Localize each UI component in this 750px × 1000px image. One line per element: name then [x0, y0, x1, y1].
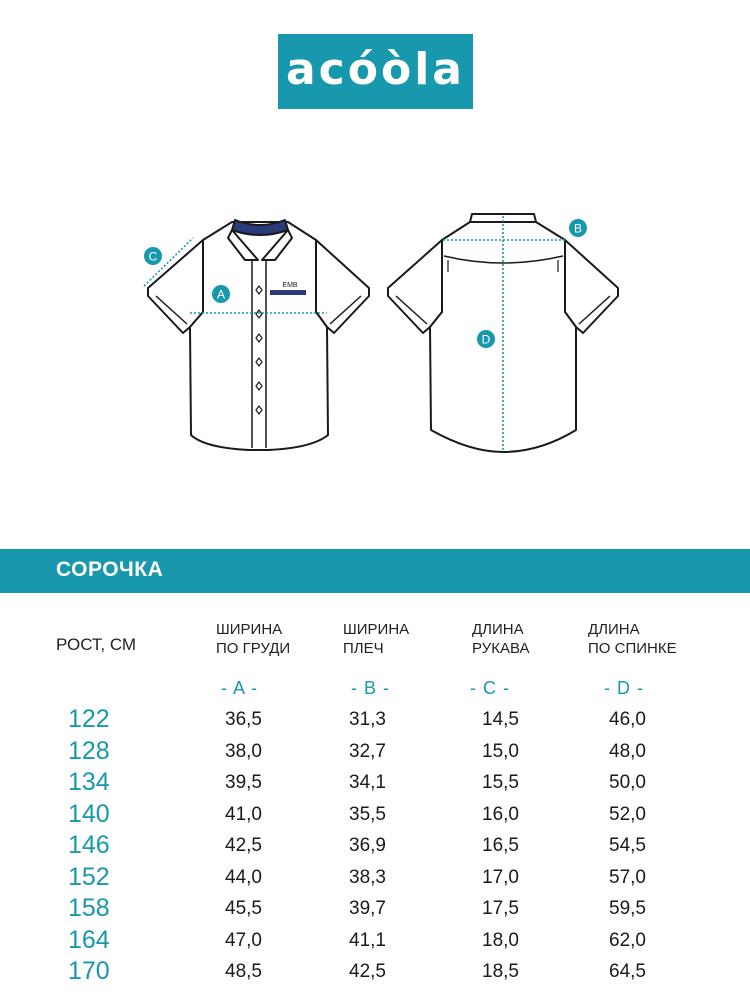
shoulder-width-value: 34,1 — [349, 772, 386, 793]
column-code-d: - D - — [604, 678, 644, 698]
back-length-value: 57,0 — [609, 867, 646, 888]
back-length-value: 59,5 — [609, 898, 646, 919]
product-title-banner — [0, 549, 750, 593]
column-header-b — [343, 620, 409, 658]
shoulder-width-value: 41,1 — [349, 930, 386, 951]
emb-label: EMB — [282, 282, 298, 289]
table-row — [0, 926, 750, 958]
height-value: 128 — [68, 737, 110, 765]
height-value: 134 — [68, 768, 110, 796]
sleeve-length-value: 15,0 — [482, 741, 519, 762]
marker-a — [212, 285, 230, 303]
marker-a-label: A — [216, 287, 226, 302]
shoulder-width-value: 39,7 — [349, 898, 386, 919]
back-length-value: 50,0 — [609, 772, 646, 793]
table-row — [0, 705, 750, 737]
column-header-c — [472, 620, 529, 658]
height-value: 170 — [68, 957, 110, 985]
column-header-b-line1: ШИРИНА — [343, 621, 410, 638]
shoulder-width-value: 35,5 — [349, 804, 386, 825]
marker-d — [477, 330, 495, 348]
chest-width-value: 48,5 — [225, 961, 262, 982]
chest-width-value: 47,0 — [225, 930, 262, 951]
table-row — [0, 737, 750, 769]
brand-logo — [278, 34, 473, 109]
height-value: 152 — [68, 863, 110, 891]
table-row — [0, 863, 750, 895]
column-header-c-line1: ДЛИНА — [472, 621, 524, 638]
sleeve-length-value: 18,0 — [482, 930, 519, 951]
marker-c — [144, 247, 162, 265]
height-value: 146 — [68, 831, 110, 859]
height-value: 140 — [68, 800, 110, 828]
marker-c-label: C — [148, 249, 158, 264]
marker-d-label: D — [481, 332, 491, 347]
sleeve-length-value: 16,5 — [482, 835, 519, 856]
column-code-b: - B - — [351, 678, 390, 698]
column-header-b-line2: ПЛЕЧ — [343, 640, 384, 657]
chest-width-value: 44,0 — [225, 867, 262, 888]
chest-width-value: 36,5 — [225, 709, 262, 730]
table-row — [0, 768, 750, 800]
column-header-d-line2: ПО СПИНКЕ — [588, 640, 677, 657]
height-value: 164 — [68, 926, 110, 954]
marker-b — [569, 219, 587, 237]
marker-b-label: B — [573, 221, 583, 236]
logo-text: acóòla — [285, 43, 465, 95]
sleeve-length-value: 15,5 — [482, 772, 519, 793]
back-length-value: 46,0 — [609, 709, 646, 730]
sleeve-length-value: 16,0 — [482, 804, 519, 825]
table-row — [0, 894, 750, 926]
back-length-value: 54,5 — [609, 835, 646, 856]
shoulder-width-value: 36,9 — [349, 835, 386, 856]
back-length-value: 48,0 — [609, 741, 646, 762]
shoulder-width-value: 32,7 — [349, 741, 386, 762]
column-code-a: - A - — [221, 678, 259, 698]
chest-width-value: 45,5 — [225, 898, 262, 919]
table-row — [0, 831, 750, 863]
column-header-c-line2: РУКАВА — [472, 640, 530, 657]
column-header-a — [216, 620, 290, 658]
chest-width-value: 42,5 — [225, 835, 262, 856]
table-row — [0, 957, 750, 989]
sleeve-length-value: 14,5 — [482, 709, 519, 730]
chest-width-value: 41,0 — [225, 804, 262, 825]
shirt-front-drawing — [148, 220, 369, 450]
column-code-c: - C - — [470, 678, 510, 698]
chest-width-value: 39,5 — [225, 772, 262, 793]
back-length-value: 52,0 — [609, 804, 646, 825]
height-column-header: РОСТ, СМ — [56, 635, 137, 654]
height-value: 122 — [68, 705, 110, 733]
product-title: СОРОЧКА — [56, 558, 164, 581]
shirt-diagrams — [0, 200, 750, 470]
back-length-value: 62,0 — [609, 930, 646, 951]
column-header-a-line1: ШИРИНА — [216, 621, 283, 638]
sleeve-length-value: 17,0 — [482, 867, 519, 888]
column-header-d-line1: ДЛИНА — [588, 621, 640, 638]
column-header-a-line2: ПО ГРУДИ — [216, 640, 291, 657]
shoulder-width-value: 42,5 — [349, 961, 386, 982]
back-length-value: 64,5 — [609, 961, 646, 982]
table-row — [0, 800, 750, 832]
height-value: 158 — [68, 894, 110, 922]
column-header-d — [588, 620, 677, 658]
shoulder-width-value: 31,3 — [349, 709, 386, 730]
sleeve-length-value: 17,5 — [482, 898, 519, 919]
shoulder-width-value: 38,3 — [349, 867, 386, 888]
sleeve-length-value: 18,5 — [482, 961, 519, 982]
chest-width-value: 38,0 — [225, 741, 262, 762]
